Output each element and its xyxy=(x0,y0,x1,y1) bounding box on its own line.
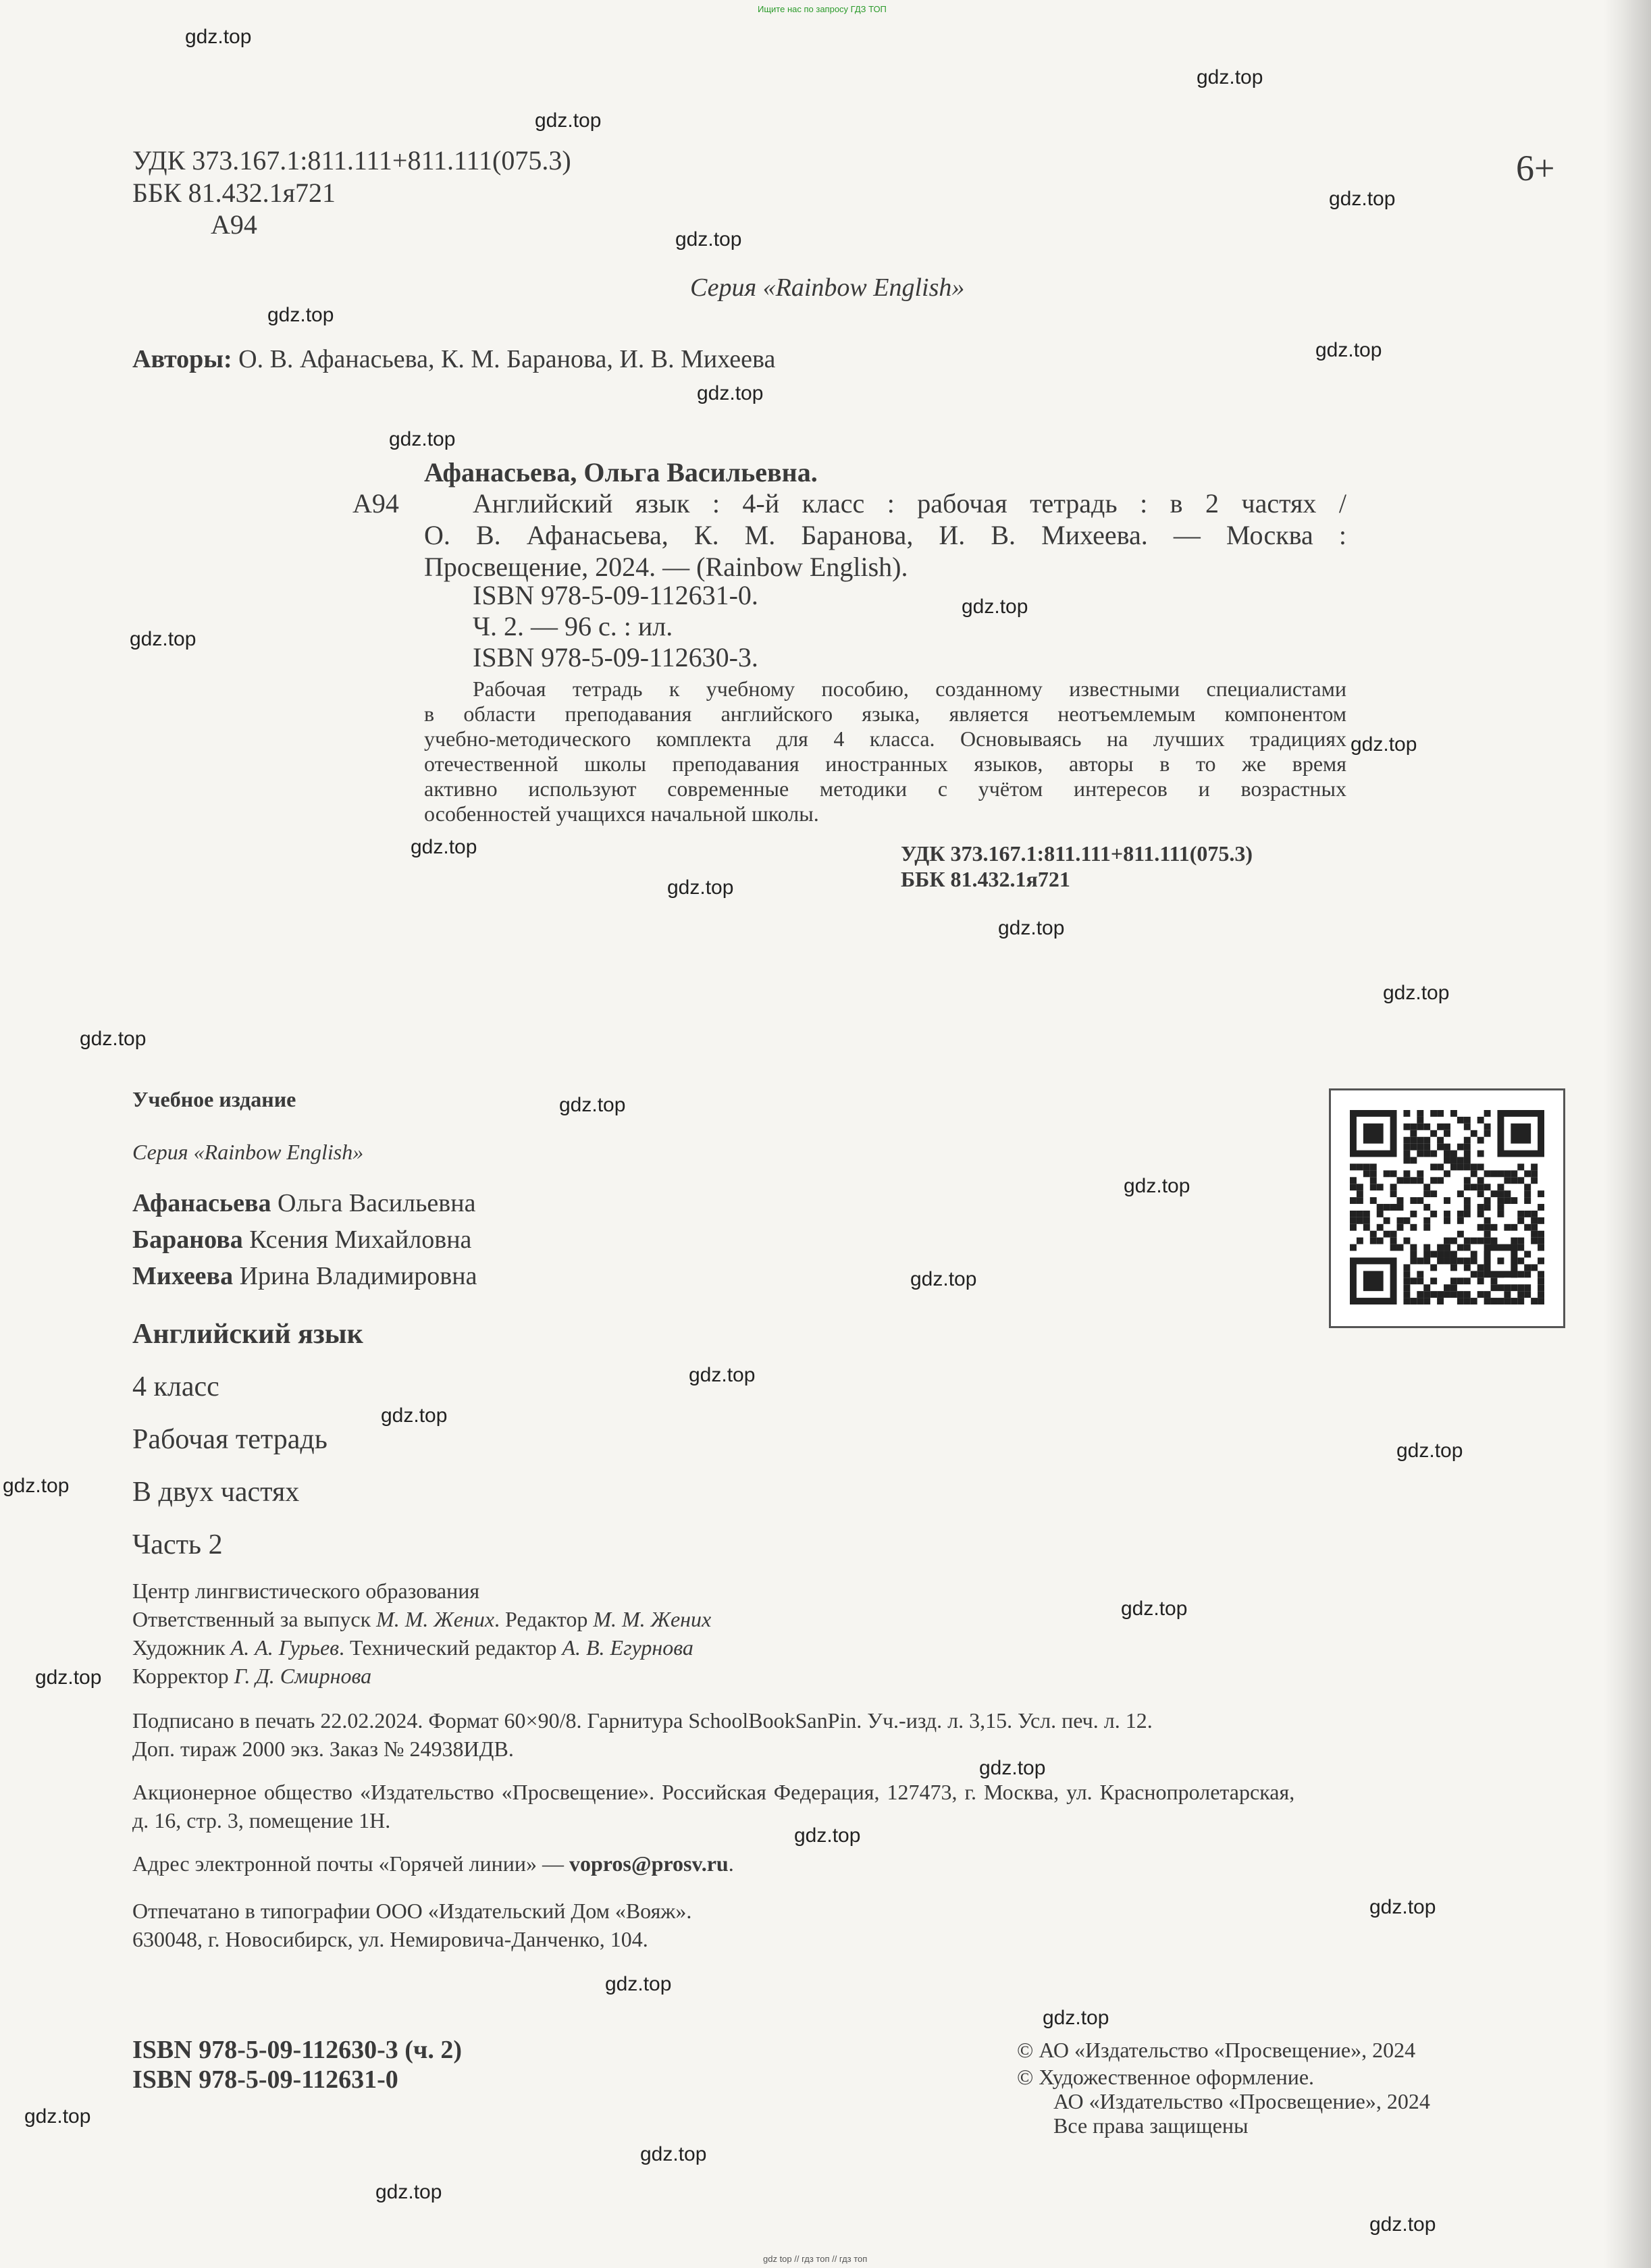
credits-role: Корректор xyxy=(132,1664,234,1688)
edition-series: Серия «Rainbow English» xyxy=(132,1140,364,1164)
author-name: Ксения Михайловна xyxy=(242,1225,472,1254)
catalog-abstract xyxy=(424,677,1346,826)
top-banner: Ищите нас по запросу ГДЗ ТОП xyxy=(758,4,887,14)
watermark: gdz.top xyxy=(411,836,477,858)
credits-line xyxy=(132,1664,371,1689)
print-info-line: Подписано в печать 22.02.2024. Формат 60×90/8. Гарнитура SchoolBookSanPin. Уч.-изд. л. 3,15. Усл. печ. л. 12. xyxy=(132,1708,1153,1733)
watermark: gdz.top xyxy=(1315,339,1382,361)
qr-code xyxy=(1329,1088,1565,1328)
edition-part: Часть 2 xyxy=(132,1529,223,1560)
credits-line xyxy=(132,1607,711,1632)
catalog-title-block xyxy=(424,487,1346,583)
watermark: gdz.top xyxy=(998,917,1065,939)
email-address: vopros@prosv.ru xyxy=(569,1851,729,1876)
qr-code-pattern xyxy=(1350,1109,1544,1305)
watermark: gdz.top xyxy=(185,26,252,48)
catalog-isbn-part: ISBN 978-5-09-112630-3. xyxy=(473,642,758,673)
watermark: gdz.top xyxy=(794,1824,861,1847)
watermark: gdz.top xyxy=(1124,1175,1190,1197)
watermark: gdz.top xyxy=(979,1757,1046,1779)
printing-line: Отпечатано в типографии ООО «Издательский Дом «Вояж». xyxy=(132,1899,692,1923)
catalog-title-line: Просвещение, 2024. — (Rainbow English). xyxy=(424,552,908,582)
credits-role: Художник xyxy=(132,1635,231,1660)
watermark: gdz.top xyxy=(962,596,1028,618)
isbn-bottom-line: ISBN 978-5-09-112631-0 xyxy=(132,2065,398,2094)
watermark: gdz.top xyxy=(375,2181,442,2203)
catalog-title-line: Английский язык : 4-й класс : рабочая тетрадь : в 2 частях / xyxy=(473,488,1346,519)
catalog-bbk-small: ББК 81.432.1я721 xyxy=(901,867,1070,891)
catalog-udk-small: УДК 373.167.1:811.111+811.111(075.3) xyxy=(901,841,1253,866)
watermark: gdz.top xyxy=(1383,982,1450,1004)
watermark: gdz.top xyxy=(1369,2213,1436,2236)
credits-person: А. А. Гурьев xyxy=(230,1635,340,1660)
watermark: gdz.top xyxy=(1043,2007,1109,2029)
watermark: gdz.top xyxy=(1197,66,1263,88)
publisher-line: д. 16, стр. 3, помещение 1Н. xyxy=(132,1808,391,1832)
author-surname: Баранова xyxy=(132,1225,243,1254)
authors-line xyxy=(132,344,775,374)
watermark: gdz.top xyxy=(697,382,764,404)
authors-names: О. В. Афанасьева, К. М. Баранова, И. В. Михеева xyxy=(232,345,776,373)
edition-author xyxy=(132,1188,475,1218)
catalog-title-line: О. В. Афанасьева, К. М. Баранова, И. В. Михеева. — Москва : xyxy=(424,520,1346,550)
age-rating: 6+ xyxy=(1516,148,1555,188)
watermark: gdz.top xyxy=(559,1094,626,1116)
credits-person: М. М. Жених xyxy=(593,1607,712,1631)
header-code: А94 xyxy=(211,209,257,240)
author-name: Ирина Владимировна xyxy=(233,1262,477,1290)
email-line xyxy=(132,1851,734,1876)
printing-line: 630048, г. Новосибирск, ул. Немировича-Данченко, 104. xyxy=(132,1927,648,1951)
abstract-line: учебно-методического комплекта для 4 класса. Основываясь на лучших традициях xyxy=(424,727,1346,751)
credits-role: Ответственный за выпуск xyxy=(132,1607,377,1631)
header-udk: УДК 373.167.1:811.111+811.111(075.3) xyxy=(132,145,571,176)
watermark: gdz.top xyxy=(689,1364,756,1386)
credits-center: Центр лингвистического образования xyxy=(132,1579,480,1603)
edition-author xyxy=(132,1261,477,1291)
catalog-author-heading: Афанасьева, Ольга Васильевна. xyxy=(424,457,818,487)
watermark: gdz.top xyxy=(130,628,196,650)
watermark: gdz.top xyxy=(1121,1598,1188,1620)
abstract-line: в области преподавания английского языка, является неотъемлемым компонентом xyxy=(424,702,1346,726)
abstract-line: Рабочая тетрадь к учебному пособию, созданному известными специалистами xyxy=(473,677,1346,701)
copyright-line: АО «Издательство «Просвещение», 2024 xyxy=(1053,2089,1430,2113)
edition-subject: Английский язык xyxy=(132,1319,363,1350)
watermark: gdz.top xyxy=(3,1475,70,1497)
watermark: gdz.top xyxy=(267,304,334,326)
credits-line xyxy=(132,1635,693,1660)
catalog-part: Ч. 2. — 96 с. : ил. xyxy=(473,611,673,641)
watermark: gdz.top xyxy=(80,1028,147,1050)
copyright-line: Все права защищены xyxy=(1053,2113,1249,2138)
watermark: gdz.top xyxy=(640,2143,707,2165)
credits-person: А. В. Егурнова xyxy=(562,1635,693,1660)
email-label: Адрес электронной почты «Горячей линии» — xyxy=(132,1851,569,1876)
catalog-code: А94 xyxy=(352,488,399,519)
watermark: gdz.top xyxy=(389,428,456,450)
watermark: gdz.top xyxy=(675,228,742,250)
credits-role: . Редактор xyxy=(494,1607,594,1631)
watermark: gdz.top xyxy=(1369,1896,1436,1918)
page-edge-shadow xyxy=(1604,0,1651,2268)
edition-parts: В двух частях xyxy=(132,1477,300,1508)
email-end: . xyxy=(728,1851,734,1876)
watermark: gdz.top xyxy=(667,876,734,899)
abstract-line: особенностей учащихся начальной школы. xyxy=(424,801,819,826)
watermark: gdz.top xyxy=(910,1268,977,1290)
watermark: gdz.top xyxy=(605,1973,672,1995)
header-bbk: ББК 81.432.1я721 xyxy=(132,178,336,208)
edition-grade: 4 класс xyxy=(132,1371,219,1402)
abstract-line: отечественной школы преподавания иностранных языков, авторы в то же время xyxy=(424,751,1346,776)
watermark: gdz.top xyxy=(35,1666,102,1689)
series-top: Серия «Rainbow English» xyxy=(690,273,965,302)
watermark: gdz.top xyxy=(381,1404,448,1427)
catalog-isbn-main: ISBN 978-5-09-112631-0. xyxy=(473,580,758,610)
abstract-line: активно используют современные методики с учётом интересов и возрастных xyxy=(424,776,1346,801)
publisher-line: Акционерное общество «Издательство «Просвещение». Российская Федерация, 127473, г. Москва, ул. Краснопролетарская, xyxy=(132,1780,1295,1804)
author-surname: Михеева xyxy=(132,1262,234,1290)
copyright-line: © Художественное оформление. xyxy=(1017,2065,1315,2089)
author-surname: Афанасьева xyxy=(132,1189,271,1217)
watermark: gdz.top xyxy=(1351,733,1417,756)
edition-book-type: Рабочая тетрадь xyxy=(132,1424,327,1455)
isbn-bottom-line: ISBN 978-5-09-112630-3 (ч. 2) xyxy=(132,2036,462,2064)
credits-person: М. М. Жених xyxy=(376,1607,495,1631)
credits-role: . Технический редактор xyxy=(339,1635,562,1660)
author-name: Ольга Васильевна xyxy=(271,1189,476,1217)
watermark: gdz.top xyxy=(1396,1440,1463,1462)
bottom-banner: gdz top // гдз топ // гдз топ xyxy=(763,2254,868,2264)
copyright-line: © АО «Издательство «Просвещение», 2024 xyxy=(1017,2038,1416,2062)
print-info-line: Доп. тираж 2000 экз. Заказ № 24938ИДВ. xyxy=(132,1737,514,1761)
watermark: gdz.top xyxy=(24,2105,91,2128)
edition-type: Учебное издание xyxy=(132,1087,296,1111)
credits-person: Г. Д. Смирнова xyxy=(234,1664,372,1688)
authors-label: Авторы: xyxy=(132,345,232,373)
watermark: gdz.top xyxy=(535,109,602,132)
edition-author xyxy=(132,1225,471,1255)
watermark: gdz.top xyxy=(1329,188,1396,210)
